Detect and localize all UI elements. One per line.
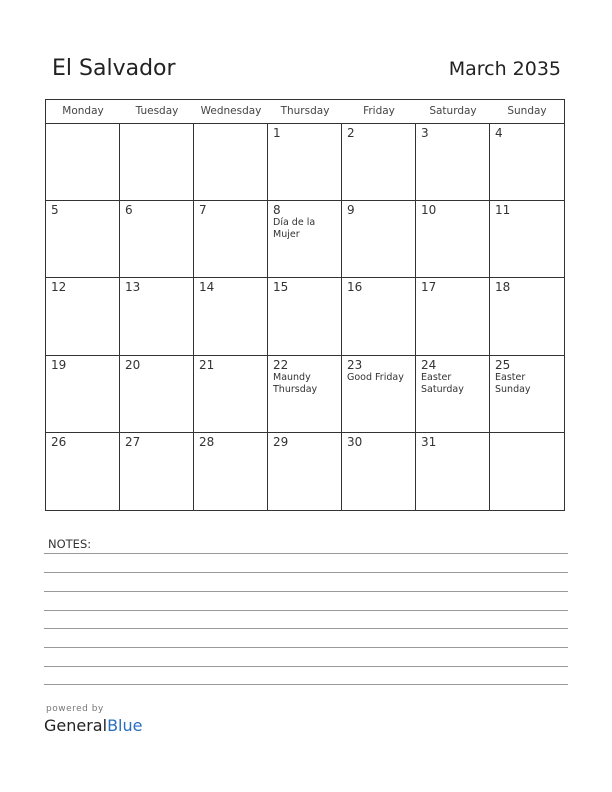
weekday-label: Saturday	[429, 105, 477, 117]
day-number: 20	[125, 357, 141, 372]
day-cell	[46, 433, 120, 510]
day-cell	[268, 433, 342, 510]
notes-line	[44, 591, 568, 592]
day-cell	[120, 433, 194, 510]
day-number: 27	[125, 434, 141, 449]
weekday-label: Friday	[363, 105, 395, 117]
weekday-label: Tuesday	[135, 105, 179, 117]
day-number: 31	[421, 434, 437, 449]
day-number: 14	[199, 280, 215, 295]
day-cell	[490, 278, 564, 355]
day-cell	[268, 356, 342, 433]
day-number: 5	[51, 203, 59, 218]
weekday-label: Monday	[62, 105, 104, 117]
day-number: 7	[199, 203, 207, 218]
day-number: 12	[51, 280, 67, 295]
day-number: 16	[347, 280, 363, 295]
notes-label: NOTES:	[48, 537, 92, 551]
day-cell	[194, 356, 268, 433]
calendar-grid	[45, 99, 565, 511]
notes-line	[44, 572, 568, 573]
day-cell	[120, 124, 194, 201]
weekday-label: Wednesday	[200, 105, 262, 117]
notes-line	[44, 666, 568, 667]
day-number: 29	[273, 434, 289, 449]
day-cell	[416, 124, 490, 201]
day-number: 11	[495, 203, 511, 218]
day-number: 19	[51, 357, 67, 372]
day-cell	[268, 278, 342, 355]
day-number: 18	[495, 280, 511, 295]
day-number: 9	[347, 203, 355, 218]
day-number: 17	[421, 280, 437, 295]
day-number: 4	[495, 126, 503, 140]
day-cell	[46, 278, 120, 355]
day-number: 2	[347, 126, 355, 140]
month-title: March 2035	[448, 58, 561, 80]
day-cells	[46, 124, 564, 510]
day-cell	[342, 124, 416, 201]
day-number: 10	[421, 203, 437, 218]
brand-logo	[44, 716, 142, 735]
day-number: 22	[273, 357, 289, 372]
day-number: 15	[273, 280, 289, 295]
day-number: 30	[347, 434, 363, 449]
weekday-label: Sunday	[507, 105, 547, 117]
country-title: El Salvador	[52, 56, 176, 81]
day-cell	[490, 433, 564, 510]
day-cell	[342, 356, 416, 433]
notes-line	[44, 684, 568, 685]
day-cell	[490, 356, 564, 433]
weekday-label: Thursday	[280, 105, 330, 117]
holiday-label: Easter Saturday	[421, 371, 464, 395]
day-number: 21	[199, 357, 215, 372]
day-number: 26	[51, 434, 67, 449]
holiday-label: Maundy Thursday	[273, 371, 318, 395]
day-number: 24	[421, 357, 437, 372]
day-number: 6	[125, 203, 133, 218]
day-cell	[416, 356, 490, 433]
day-cell	[46, 201, 120, 278]
day-cell	[490, 124, 564, 201]
day-number: 8	[273, 203, 281, 218]
day-number: 23	[347, 357, 363, 372]
day-cell	[268, 201, 342, 278]
day-cell	[46, 356, 120, 433]
day-cell	[342, 433, 416, 510]
day-number: 13	[125, 280, 141, 295]
day-cell	[416, 433, 490, 510]
day-cell	[120, 201, 194, 278]
notes-line	[44, 610, 568, 611]
day-cell	[120, 278, 194, 355]
day-cell	[490, 201, 564, 278]
notes-line	[44, 553, 568, 554]
holiday-label: Good Friday	[347, 371, 404, 383]
day-cell	[46, 124, 120, 201]
powered-by-text: powered by	[46, 704, 104, 714]
day-cell	[194, 433, 268, 510]
notes-line	[44, 628, 568, 629]
brand-blue: Blue	[107, 716, 143, 735]
day-number: 28	[199, 434, 215, 449]
day-cell	[416, 201, 490, 278]
day-cell	[342, 201, 416, 278]
holiday-label: Día de la Mujer	[273, 217, 316, 241]
day-number: 3	[421, 126, 429, 140]
day-cell	[194, 201, 268, 278]
day-cell	[194, 124, 268, 201]
day-number: 1	[273, 126, 281, 140]
day-cell	[268, 124, 342, 201]
weekday-header	[46, 100, 564, 124]
day-cell	[194, 278, 268, 355]
holiday-label: Easter Sunday	[495, 371, 531, 395]
notes-line	[44, 647, 568, 648]
day-cell	[120, 356, 194, 433]
brand-general: General	[44, 716, 108, 735]
day-number: 25	[495, 357, 511, 372]
day-cell	[342, 278, 416, 355]
day-cell	[416, 278, 490, 355]
